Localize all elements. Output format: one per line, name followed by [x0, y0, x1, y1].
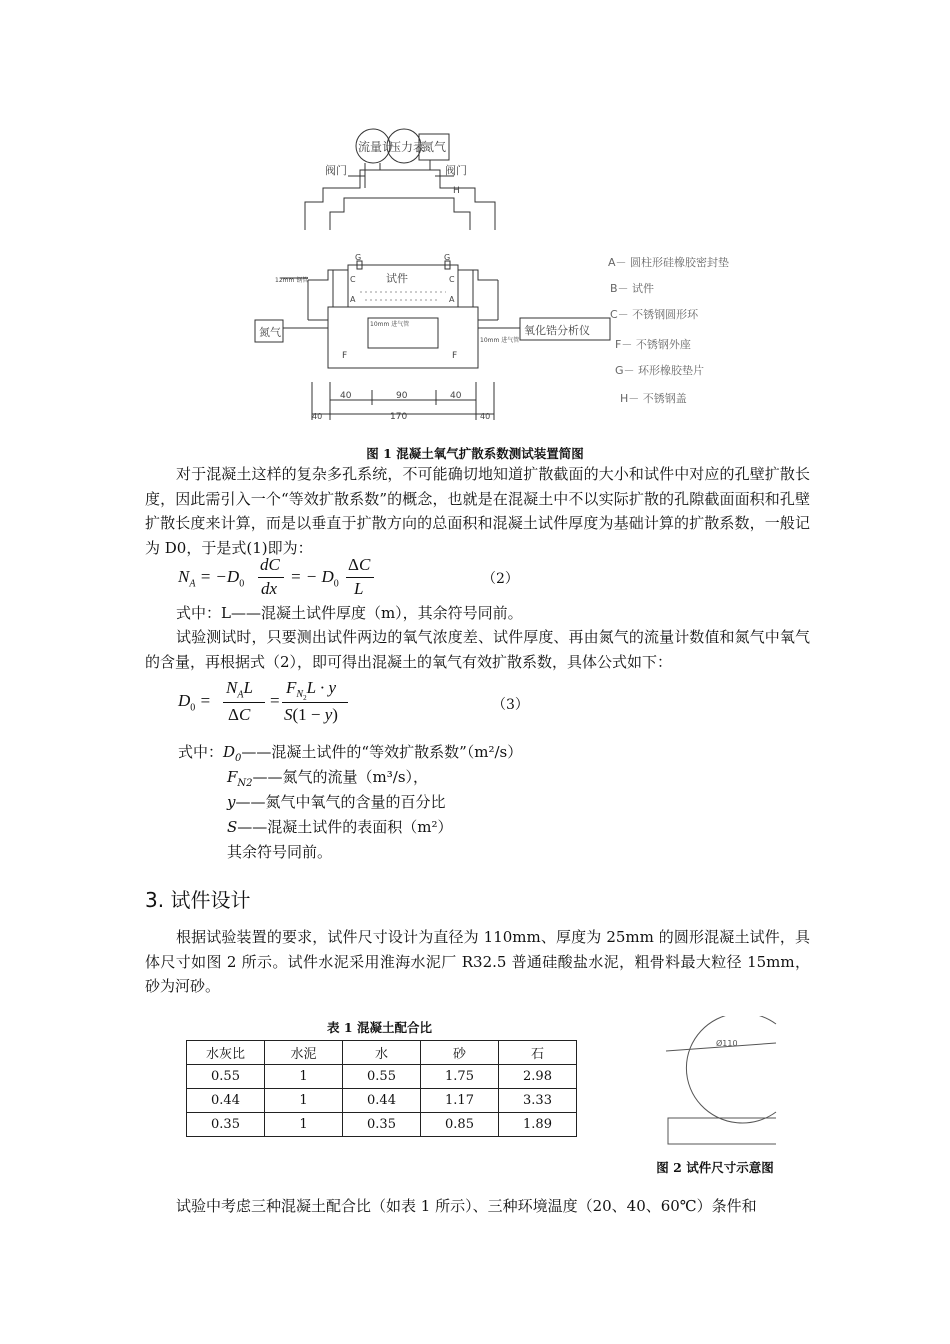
table-row	[187, 1089, 577, 1113]
equation-2: $N_A = -D_0$ dC dx = − $D_0$ ΔC L	[178, 555, 398, 601]
pipe-10mm-inner-label: 10mm 进气管	[370, 321, 410, 328]
table1-caption: 表 1 混凝土配合比	[327, 1020, 432, 1035]
dim-40b: 40	[450, 391, 462, 401]
table-cell: 0.85	[421, 1113, 499, 1137]
legend-item: F－ 不锈钢外座	[615, 338, 691, 351]
c-left-label: C	[350, 275, 356, 284]
pipe-10mm-outer-label: 10mm 进气管	[480, 337, 520, 344]
legend-item: A－ 圆柱形硅橡胶密封垫	[608, 256, 730, 269]
equation-2-number: （2）	[482, 571, 519, 587]
a-right-label: A	[449, 295, 455, 304]
table-cell: 1	[265, 1113, 343, 1137]
table-cell: 0.44	[187, 1089, 265, 1113]
c-right-label: C	[449, 275, 455, 284]
pressure-label: 压力表	[389, 140, 426, 154]
table-cell: 3.33	[499, 1089, 577, 1113]
f-right-label: F	[452, 351, 458, 361]
paragraph-2: 试验测试时，只要测出试件两边的氧气浓度差、试件厚度、再由氮气的流量计数值和氮气中氧气的含量，再根据式（2），即可得出混凝土的氧气有效扩散系数，具体公式如下：	[145, 628, 810, 671]
symbol-d0-desc: ——混凝土试件的“等效扩散系数”（m²/s）	[241, 743, 523, 761]
table-header-row	[187, 1041, 577, 1065]
a-left-label: A	[350, 295, 356, 304]
f-left-label: F	[342, 351, 348, 361]
h-label: H	[453, 186, 460, 196]
symbol-y-desc: ——氮气中氧气的含量的百分比	[235, 793, 446, 811]
apparatus-diagram	[240, 120, 800, 430]
symbol-y-line: y——氮气中氧气的含量的百分比	[227, 793, 446, 811]
symbol-fn2-desc: ——氮气的流量（m³/s），	[252, 768, 429, 786]
table-cell: 0.55	[343, 1065, 421, 1089]
symbol-s-desc: ——混凝土试件的表面积（m²）	[237, 818, 453, 836]
analyzer-label: 氧化锆分析仪	[524, 324, 590, 337]
diameter-label: Ø110	[716, 1039, 738, 1048]
flowmeter-label: 流量计	[358, 140, 395, 154]
nitrogen-top-label: 氮气	[422, 140, 447, 154]
specimen-size-diagram	[660, 1016, 790, 1151]
g-right-label: G	[444, 253, 451, 262]
legend-item: G－ 环形橡胶垫片	[615, 364, 705, 377]
dim-90: 90	[396, 391, 408, 401]
dim-40a: 40	[340, 391, 352, 401]
nitrogen-left-label: 氮气	[259, 326, 281, 339]
table-cell: 1	[265, 1065, 343, 1089]
dim-40c: 40	[312, 412, 323, 421]
equation-3: $D_0$ = $N_AL$ ΔC = $F_{N_2}L \cdot y$ S(1 − y)	[178, 678, 398, 728]
table-cell: 0.55	[187, 1065, 265, 1089]
specimen-label: 试件	[386, 272, 408, 285]
table-header-cell: 水灰比	[187, 1041, 265, 1065]
table-cell: 2.98	[499, 1065, 577, 1089]
paragraph-4: 试验中考虑三种混凝土配合比（如表 1 所示）、三种环境温度（20、40、60℃）条件和	[176, 1197, 757, 1215]
table-cell: 1.75	[421, 1065, 499, 1089]
symbols-rest: 其余符号同前。	[227, 843, 333, 861]
table-cell: 0.35	[343, 1113, 421, 1137]
table-header-cell: 水泥	[265, 1041, 343, 1065]
table-cell: 1	[265, 1089, 343, 1113]
paragraph-3: 根据试验装置的要求，试件尺寸设计为直径为 110mm、厚度为 25mm 的圆形混凝土试件，具体尺寸如图 2 所示。试件水泥采用淮海水泥厂 R32.5 普通硅酸盐水泥，粗骨料最大粒径 15mm，砂为河砂。	[145, 928, 810, 995]
legend-item: C－ 不锈钢圆形环	[610, 308, 699, 321]
table-row	[187, 1113, 577, 1137]
table-header-cell: 石	[499, 1041, 577, 1065]
valve-right-label: 阀门	[445, 164, 467, 177]
table-cell: 0.35	[187, 1113, 265, 1137]
valve-left-label: 阀门	[325, 164, 347, 177]
symbol-fn2-line: $F_{N2}——$氮气的流量（m³/s），	[227, 768, 429, 789]
table-cell: 0.44	[343, 1089, 421, 1113]
table-header-cell: 砂	[421, 1041, 499, 1065]
table-cell: 1.89	[499, 1113, 577, 1137]
mix-proportion-table	[186, 1040, 577, 1137]
symbol-s-line: S——混凝土试件的表面积（m²）	[227, 818, 453, 836]
equation-2-note: 式中：L——混凝土试件厚度（m），其余符号同前。	[176, 604, 523, 622]
symbols-prefix: 式中：	[178, 743, 224, 761]
dim-40d: 40	[480, 412, 491, 421]
paragraph-1: 对于混凝土这样的复杂多孔系统，不可能确切地知道扩散截面的大小和试件中对应的孔壁扩散长度，因此需引入一个“等效扩散系数”的概念，也就是在混凝土中不以实际扩散的孔隙截面面积和孔壁扩散长度来计算，而是以垂直于扩散方向的总面积和混凝土试件厚度为基础计算的扩散系数，一般记为 D0，于是式(1)即为：	[145, 465, 810, 557]
pipe-12mm-label: 12mm 钢管	[275, 277, 309, 284]
figure1-caption: 图 1 混凝土氧气扩散系数测试装置简图	[366, 446, 584, 461]
section-heading: 3. 试件设计	[145, 888, 251, 912]
equation-3-number: （3）	[492, 697, 529, 713]
table-cell: 1.17	[421, 1089, 499, 1113]
g-left-label: G	[355, 253, 362, 262]
table-row	[187, 1065, 577, 1089]
table-header-cell: 水	[343, 1041, 421, 1065]
legend-item: B－ 试件	[610, 282, 655, 295]
dim-170: 170	[390, 412, 408, 422]
figure2-caption: 图 2 试件尺寸示意图	[656, 1160, 774, 1175]
symbol-d0-line: 式中：$D_0——$混凝土试件的“等效扩散系数”（m²/s）	[178, 743, 523, 764]
legend-item: H－ 不锈钢盖	[620, 392, 687, 405]
